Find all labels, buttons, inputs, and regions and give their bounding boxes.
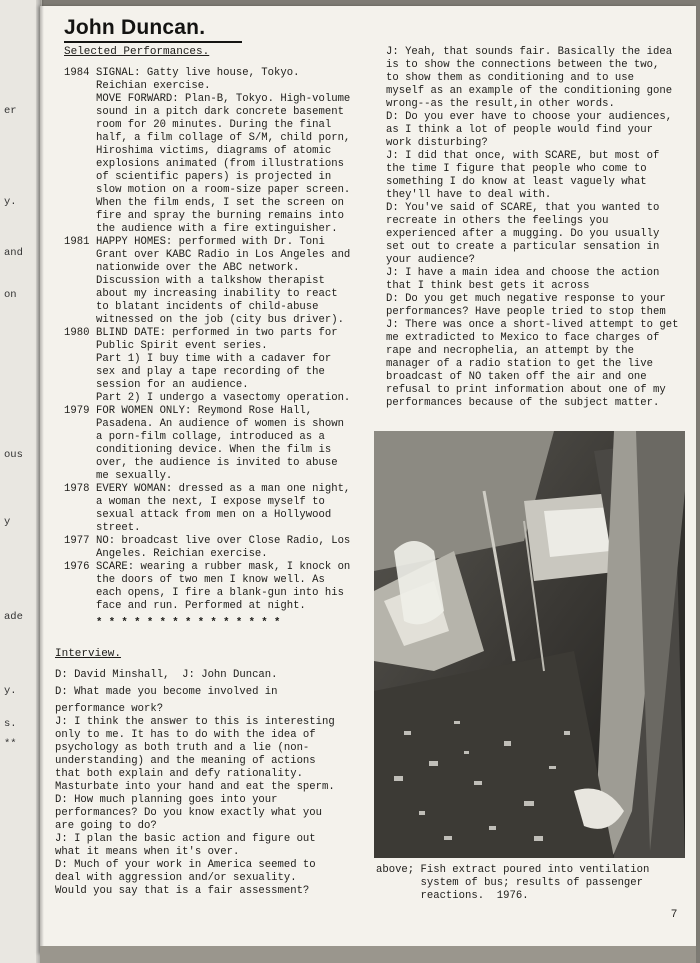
performance-line: Reichian exercise.: [96, 80, 211, 92]
selected-performances-heading: Selected Performances.: [64, 46, 210, 58]
interview-line: Masturbate into your hand and eat the sperm.: [55, 781, 335, 793]
interview-line: are going to do?: [55, 820, 157, 832]
interview-line: J: I did that once, with SCARE, but most of: [386, 150, 660, 162]
performance-year: 1977: [64, 535, 90, 547]
page-bottom-edge: [40, 946, 696, 963]
performance-line: explosions animated (from illustrations: [96, 158, 344, 170]
interview-line: performances? Do you know exactly what you: [55, 807, 323, 819]
performance-line: FOR WOMEN ONLY: Reymond Rose Hall,: [96, 405, 313, 417]
interview-line: broadcast of NO taken off the air and one: [386, 371, 647, 383]
performance-line: sexual attack from men on a Hollywood: [96, 509, 332, 521]
interview-line: psychology as both truth and a lie (non-: [55, 742, 310, 754]
interview-line: refusal to print information about one of my: [386, 384, 666, 396]
performance-entry: [64, 483, 364, 535]
performance-year: 1978: [64, 483, 90, 495]
interview-line: the time I figure that people who come to: [386, 163, 647, 175]
interview-right-column: [386, 46, 691, 410]
interview-line: J: I plan the basic action and figure out: [55, 833, 316, 845]
performance-line: over, the audience is invited to abuse: [96, 457, 338, 469]
performance-year: 1981: [64, 236, 90, 248]
previous-page-text-fragment: y.: [4, 196, 17, 208]
performance-line: MOVE FORWARD: Plan-B, Tokyo. High-volume: [96, 93, 351, 105]
performance-line: Part 2) I undergo a vasectomy operation.: [96, 392, 351, 404]
previous-page-text-fragment: ade: [4, 611, 23, 623]
caption-line: reactions. 1976.: [376, 890, 529, 902]
photo-caption: [376, 864, 649, 903]
performance-line: NO: broadcast live over Close Radio, Los: [96, 535, 351, 547]
interview-line: D: You've said of SCARE, that you wanted to: [386, 202, 660, 214]
performance-line: of scientific papers) is projected in: [96, 171, 332, 183]
interview-line: recreate in others the feelings you: [386, 215, 609, 227]
previous-page-text-fragment: y: [4, 516, 11, 528]
interview-line: your audience?: [386, 254, 476, 266]
performance-line: to blatant incidents of child-abuse: [96, 301, 319, 313]
performance-entry: [64, 561, 364, 613]
interview-line: J: I have a main idea and choose the action: [386, 267, 660, 279]
performance-entry: [64, 67, 364, 236]
interview-line: is to show the connections between the two,: [386, 59, 660, 71]
interview-line: only to me. It has to do with the idea of: [55, 729, 316, 741]
title-underline: [64, 41, 242, 43]
performance-line: Grant over KABC Radio in Los Angeles and: [96, 249, 351, 261]
performance-line: the audience with a fire extinguisher.: [96, 223, 338, 235]
performance-line: fire and spray the burning remains into: [96, 210, 344, 222]
interview-left-column: [55, 648, 370, 898]
performance-year: 1976: [64, 561, 90, 573]
interview-line: D: Much of your work in America seemed to: [55, 859, 316, 871]
interview-line: as I think a lot of people would find your: [386, 124, 654, 136]
interview-line: Would you say that is a fair assessment?: [55, 885, 310, 897]
interview-line: set out to create a particular sensation in: [386, 241, 660, 253]
interview-heading: Interview.: [55, 648, 122, 660]
section-separator: * * * * * * * * * * * * * * *: [96, 617, 281, 629]
interview-line: J: I think the answer to this is interesting: [55, 716, 335, 728]
performance-line: half, a film collage of S/M, child porn,: [96, 132, 351, 144]
performance-line: BLIND DATE: performed in two parts for: [96, 327, 338, 339]
previous-page-text-fragment: on: [4, 289, 17, 301]
performance-line: sound in a pitch dark concrete basement: [96, 106, 344, 118]
interview-line: D: Do you get much negative response to your: [386, 293, 666, 305]
previous-page-text-fragment: **: [4, 738, 17, 750]
interview-line: something I do know at least vaguely what: [386, 176, 647, 188]
article-title: John Duncan.: [64, 16, 206, 39]
performance-line: Discussion with a talkshow therapist: [96, 275, 325, 287]
interview-line: manager of a radio station to get the live: [386, 358, 654, 370]
performance-line: me sexually.: [96, 470, 173, 482]
previous-page-text-fragment: er: [4, 105, 17, 117]
performance-line: face and run. Performed at night.: [96, 600, 306, 612]
performance-entry: [64, 236, 364, 327]
previous-page-text-fragment: y.: [4, 685, 17, 697]
performance-year: 1979: [64, 405, 90, 417]
performance-line: When the film ends, I set the screen on: [96, 197, 344, 209]
binding-shadow: [36, 0, 44, 963]
interview-line: wrong--as the result,in other words.: [386, 98, 615, 110]
interview-line: to show them as conditioning and to use: [386, 72, 634, 84]
interview-line: me extradicted to Mexico to face charges of: [386, 332, 660, 344]
performance-entry: [64, 405, 364, 483]
interview-line: D: What made you become involved in: [55, 686, 278, 698]
performance-line: session for an audience.: [96, 379, 249, 391]
performance-entry: [64, 327, 364, 405]
performance-line: Public Spirit event series.: [96, 340, 268, 352]
performance-line: HAPPY HOMES: performed with Dr. Toni: [96, 236, 325, 248]
page-number: 7: [671, 908, 678, 920]
interview-line: J: There was once a short-lived attempt to get: [386, 319, 679, 331]
previous-page-text-fragment: ous: [4, 449, 23, 461]
interview-line: experienced after a mugging. Do you usually: [386, 228, 660, 240]
performance-line: nationwide over the ABC network.: [96, 262, 300, 274]
performance-line: sex and play a tape recording of the: [96, 366, 325, 378]
performance-line: EVERY WOMAN: dressed as a man one night,: [96, 483, 351, 495]
performance-line: a woman the next, I expose myself to: [96, 496, 325, 508]
previous-page-text-fragment: s.: [4, 718, 17, 730]
interview-line: work disturbing?: [386, 137, 488, 149]
performance-line: witnessed on the job (city bus driver).: [96, 314, 344, 326]
interview-line: performance work?: [55, 703, 164, 715]
interview-line: that I think best gets it across: [386, 280, 590, 292]
interview-line: that both explain and defy rationality.: [55, 768, 303, 780]
performances-list: [64, 67, 364, 633]
performance-line: Pasadena. An audience of women is shown: [96, 418, 344, 430]
interview-line: J: Yeah, that sounds fair. Basically the idea: [386, 46, 673, 58]
interview-line: performances? Have people tried to stop them: [386, 306, 666, 318]
interview-line: what it means when it's over.: [55, 846, 240, 858]
performance-line: room for 20 minutes. During the final: [96, 119, 332, 131]
performance-line: SIGNAL: Gatty live house, Tokyo.: [96, 67, 300, 79]
performance-line: Hiroshima victims, diagrams of atomic: [96, 145, 332, 157]
interview-line: D: David Minshall, J: John Duncan.: [55, 669, 278, 681]
interview-line: performances because of the subject matter.: [386, 397, 660, 409]
performance-line: a porn-film collage, introduced as a: [96, 431, 325, 443]
performance-photo: [374, 431, 685, 858]
interview-line: myself as an example of the conditioning gone: [386, 85, 673, 97]
previous-page-text-fragment: and: [4, 247, 23, 259]
performance-line: the doors of two men I know well. As: [96, 574, 325, 586]
caption-line: system of bus; results of passenger: [376, 877, 644, 889]
performance-line: SCARE: wearing a rubber mask, I knock on: [96, 561, 351, 573]
performance-line: slow motion on a room-size paper screen.: [96, 184, 351, 196]
performance-line: about my increasing inability to react: [96, 288, 338, 300]
interview-line: D: Do you ever have to choose your audiences,: [386, 111, 673, 123]
interview-line: D: How much planning goes into your: [55, 794, 278, 806]
performance-year: 1980: [64, 327, 90, 339]
performance-line: Part 1) I buy time with a cadaver for: [96, 353, 332, 365]
performance-line: each opens, I fire a blank-gun into his: [96, 587, 344, 599]
performance-line: conditioning device. When the film is: [96, 444, 332, 456]
interview-line: rape and necrophelia, an attempt by the: [386, 345, 634, 357]
performance-entry: [64, 535, 364, 561]
caption-line: above; Fish extract poured into ventilation: [376, 864, 650, 876]
interview-line: they'll have to deal with.: [386, 189, 552, 201]
performance-year: 1984: [64, 67, 90, 79]
performance-line: Angeles. Reichian exercise.: [96, 548, 268, 560]
interview-line: understanding) and the meaning of actions: [55, 755, 316, 767]
interview-line: deal with aggression and/or sexuality.: [55, 872, 297, 884]
performance-line: street.: [96, 522, 141, 534]
